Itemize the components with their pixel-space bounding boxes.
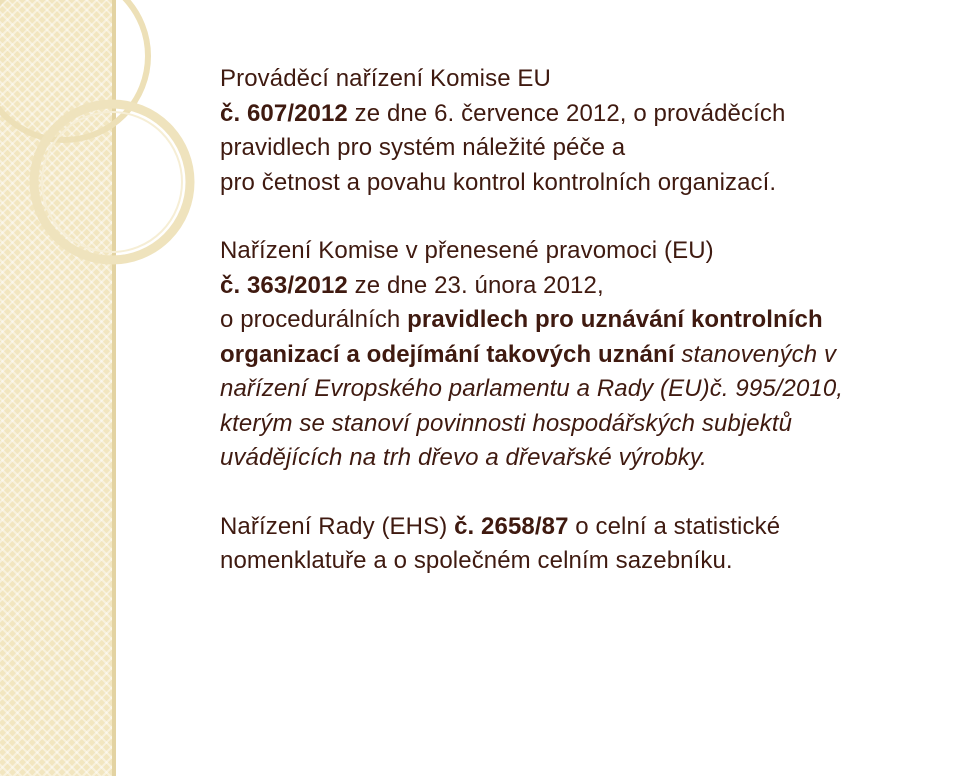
text-line bbox=[220, 544, 950, 579]
text-run: Prováděcí nařízení Komise EU bbox=[220, 65, 551, 92]
decorative-rings bbox=[0, 0, 200, 260]
text-line bbox=[220, 407, 950, 442]
text-line bbox=[220, 441, 950, 476]
text-run: Nařízení Rady (EHS) bbox=[220, 512, 455, 540]
text-run-italic: nařízení Evropského parlamentu a Rady (EU)č. 995/2010, bbox=[220, 375, 844, 402]
text-run: o celní a statistické bbox=[568, 512, 781, 540]
regulation-paragraph-2 bbox=[220, 234, 950, 476]
text-run: o procedurálních bbox=[220, 306, 408, 333]
regulation-paragraph-1 bbox=[220, 62, 950, 200]
text-line bbox=[220, 234, 950, 269]
text-line bbox=[220, 510, 950, 545]
text-line bbox=[220, 62, 950, 97]
decorative-ring-small-inner bbox=[42, 112, 182, 252]
text-line bbox=[220, 338, 950, 373]
text-run-bold: pravidlech pro uznávání kontrolních bbox=[407, 306, 823, 333]
text-run-italic: uvádějících na trh dřevo a dřevařské výrobky. bbox=[220, 444, 707, 471]
regulation-paragraph-3 bbox=[220, 510, 950, 579]
text-run-bold: organizací a odejímání takových uznání bbox=[220, 340, 675, 368]
text-line bbox=[220, 269, 950, 304]
text-run: ze dne 23. února 2012, bbox=[347, 271, 604, 299]
text-run: Nařízení Komise v přenesené pravomoci (EU) bbox=[220, 237, 714, 264]
text-line bbox=[220, 131, 950, 166]
text-run: ze dne 6. července 2012, o prováděcích bbox=[347, 99, 786, 127]
regulation-number: č. 363/2012 bbox=[220, 271, 348, 299]
text-line bbox=[220, 97, 950, 132]
text-run-italic: kterým se stanoví povinnosti hospodářských subjektů bbox=[220, 409, 793, 437]
text-run: nomenklatuře a o společném celním sazebníku. bbox=[220, 547, 733, 574]
text-line bbox=[220, 372, 950, 407]
text-run-italic: stanovených v bbox=[674, 340, 837, 368]
text-run: pravidlech pro systém náležité péče a bbox=[220, 134, 626, 161]
text-line bbox=[220, 166, 950, 201]
regulation-number: č. 607/2012 bbox=[220, 99, 348, 127]
regulation-number: č. 2658/87 bbox=[454, 512, 569, 540]
text-line bbox=[220, 303, 950, 338]
slide-content bbox=[220, 62, 950, 579]
text-run: pro četnost a povahu kontrol kontrolních organizací. bbox=[220, 168, 777, 196]
